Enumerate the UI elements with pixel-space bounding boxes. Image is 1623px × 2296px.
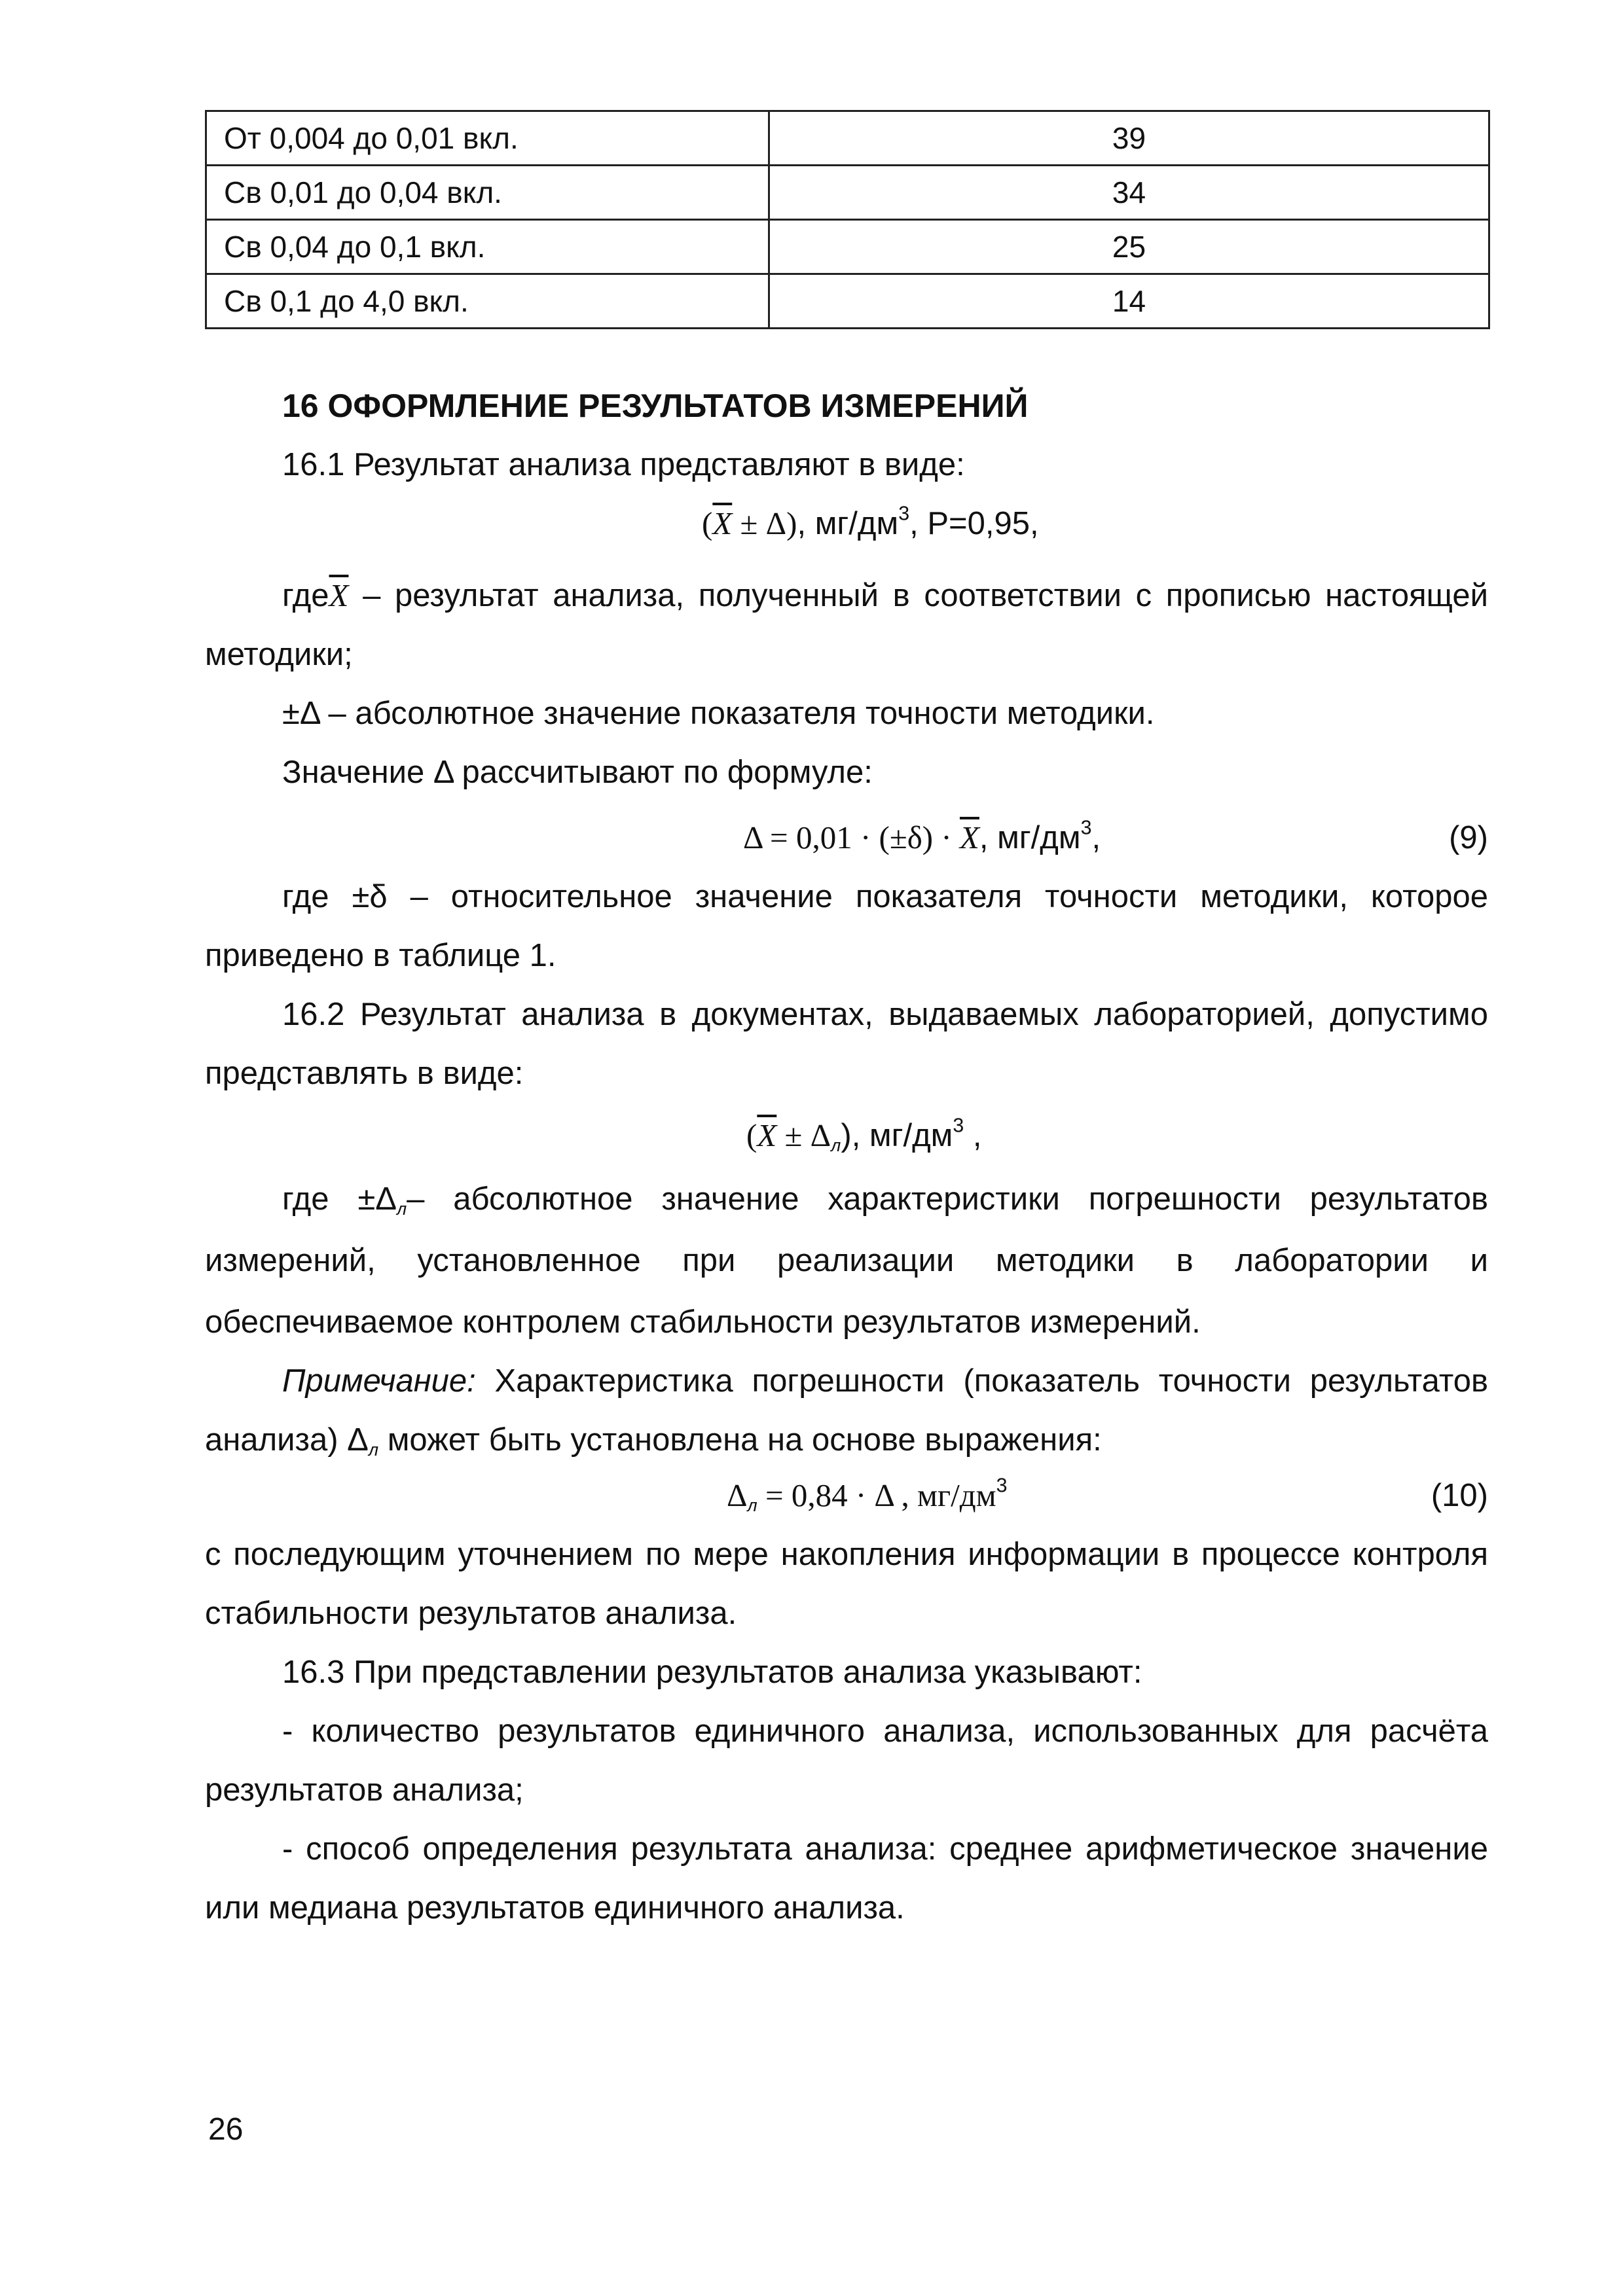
- table-row: [206, 274, 1489, 329]
- formula-tail: , P=0,95,: [909, 506, 1039, 541]
- formula-open: (: [702, 505, 713, 541]
- formula-exponent: 3: [996, 1474, 1008, 1497]
- formula-pm: ± Δ: [776, 1117, 831, 1153]
- page-number: 26: [208, 2112, 244, 2147]
- formula-9: [743, 808, 1101, 867]
- table-row: [206, 220, 1489, 274]
- where-x-paragraph: [205, 566, 1488, 684]
- x-mean-symbol: $\overline{X}$: [712, 505, 733, 541]
- range-cell: Св 0,04 до 0,1 вкл.: [206, 220, 769, 274]
- value-cell: 25: [769, 220, 1489, 274]
- note-label: Примечание:: [282, 1363, 476, 1399]
- formula-units: , мг/дм: [797, 506, 899, 541]
- formula-pm: ± Δ): [732, 505, 797, 541]
- where-lead: где ±Δ: [282, 1181, 397, 1217]
- formula-exponent: 3: [1080, 816, 1092, 839]
- value-cell: 39: [769, 111, 1489, 166]
- delta-subscript: л: [396, 1199, 407, 1219]
- delta-calc-intro: Значение Δ рассчитывают по формуле:: [282, 755, 873, 790]
- section-heading: 16 ОФОРМЛЕНИЕ РЕЗУЛЬТАТОВ ИЗМЕРЕНИЙ: [282, 387, 1029, 424]
- list-item: - способ определения результата анализа: среднее арифметическое значение или медиана результатов единичного анализа.: [205, 1831, 1488, 1926]
- where-dl-text: – абсолютное значение характеристики погрешности результатов измерений, установленное при реализации методики в лаборатории и обеспечиваемое контролем стабильности результатов измерений.: [205, 1181, 1488, 1340]
- range-cell: Св 0,1 до 4,0 вкл.: [206, 274, 769, 329]
- x-mean-symbol: $\overline{X}$: [329, 577, 349, 613]
- table-row: [206, 111, 1489, 166]
- paragraph-16-3: 16.3 При представлении результатов анализа указывают:: [282, 1655, 1142, 1690]
- paragraph-16-1: 16.1 Результат анализа представляют в виде:: [282, 447, 965, 482]
- after-formula-10-paragraph: с последующим уточнением по мере накопления информации в процессе контроля стабильности результатов анализа.: [205, 1537, 1488, 1631]
- formula-lhs: Δ: [727, 1477, 748, 1513]
- formula-open: (: [746, 1117, 757, 1153]
- formula-lhs: Δ = 0,01 · (±δ) ·: [743, 819, 960, 855]
- note-text: Характеристика погрешности (показатель точности результатов анализа) Δ: [205, 1363, 1488, 1458]
- formula-10-number: (10): [1431, 1478, 1488, 1513]
- formula-subscript: л: [831, 1136, 841, 1156]
- formula-9-number: (9): [1449, 820, 1488, 855]
- formula-result: [702, 494, 1039, 553]
- note-tail: может быть установлена на основе выражения:: [378, 1422, 1102, 1458]
- formula-tail: ,: [1091, 820, 1101, 855]
- where-delta-paragraph: где ±δ – относительное значение показателя точности методики, которое приведено в таблице 1.: [205, 879, 1488, 973]
- range-cell: От 0,004 до 0,01 вкл.: [206, 111, 769, 166]
- formula-lab-result: [746, 1106, 982, 1165]
- where-delta-lab-paragraph: [205, 1168, 1488, 1353]
- range-table: [205, 110, 1490, 329]
- formula-subscript: л: [747, 1496, 757, 1516]
- formula-exponent: 3: [953, 1114, 964, 1137]
- x-mean-symbol: $\overline{X}$: [757, 1117, 777, 1153]
- where-x-text: – результат анализа, полученный в соответствии с прописью настоящей методики;: [205, 578, 1488, 672]
- paragraph-16-2: 16.2 Результат анализа в документах, выдаваемых лабораторией, допустимо представлять в виде:: [205, 997, 1488, 1091]
- where-lead: где: [282, 578, 329, 613]
- formula-exponent: 3: [898, 502, 910, 525]
- list-item: - количество результатов единичного анализа, использованных для расчёта результатов анализа;: [205, 1713, 1488, 1808]
- formula-close-units: ), мг/дм: [841, 1118, 953, 1153]
- x-mean-symbol: $\overline{X}$: [959, 819, 979, 855]
- value-cell: 14: [769, 274, 1489, 329]
- delta-definition: ±Δ – абсолютное значение показателя точности методики.: [282, 696, 1155, 731]
- delta-subscript: л: [368, 1440, 379, 1460]
- formula-rhs: = 0,84 · Δ , мг/дм: [757, 1477, 996, 1513]
- formula-10: [727, 1466, 1008, 1525]
- value-cell: 34: [769, 166, 1489, 220]
- formula-tail: ,: [964, 1118, 982, 1153]
- range-cell: Св 0,01 до 0,04 вкл.: [206, 166, 769, 220]
- table-row: [206, 166, 1489, 220]
- formula-units: , мг/дм: [979, 820, 1081, 855]
- note-paragraph: [205, 1352, 1488, 1469]
